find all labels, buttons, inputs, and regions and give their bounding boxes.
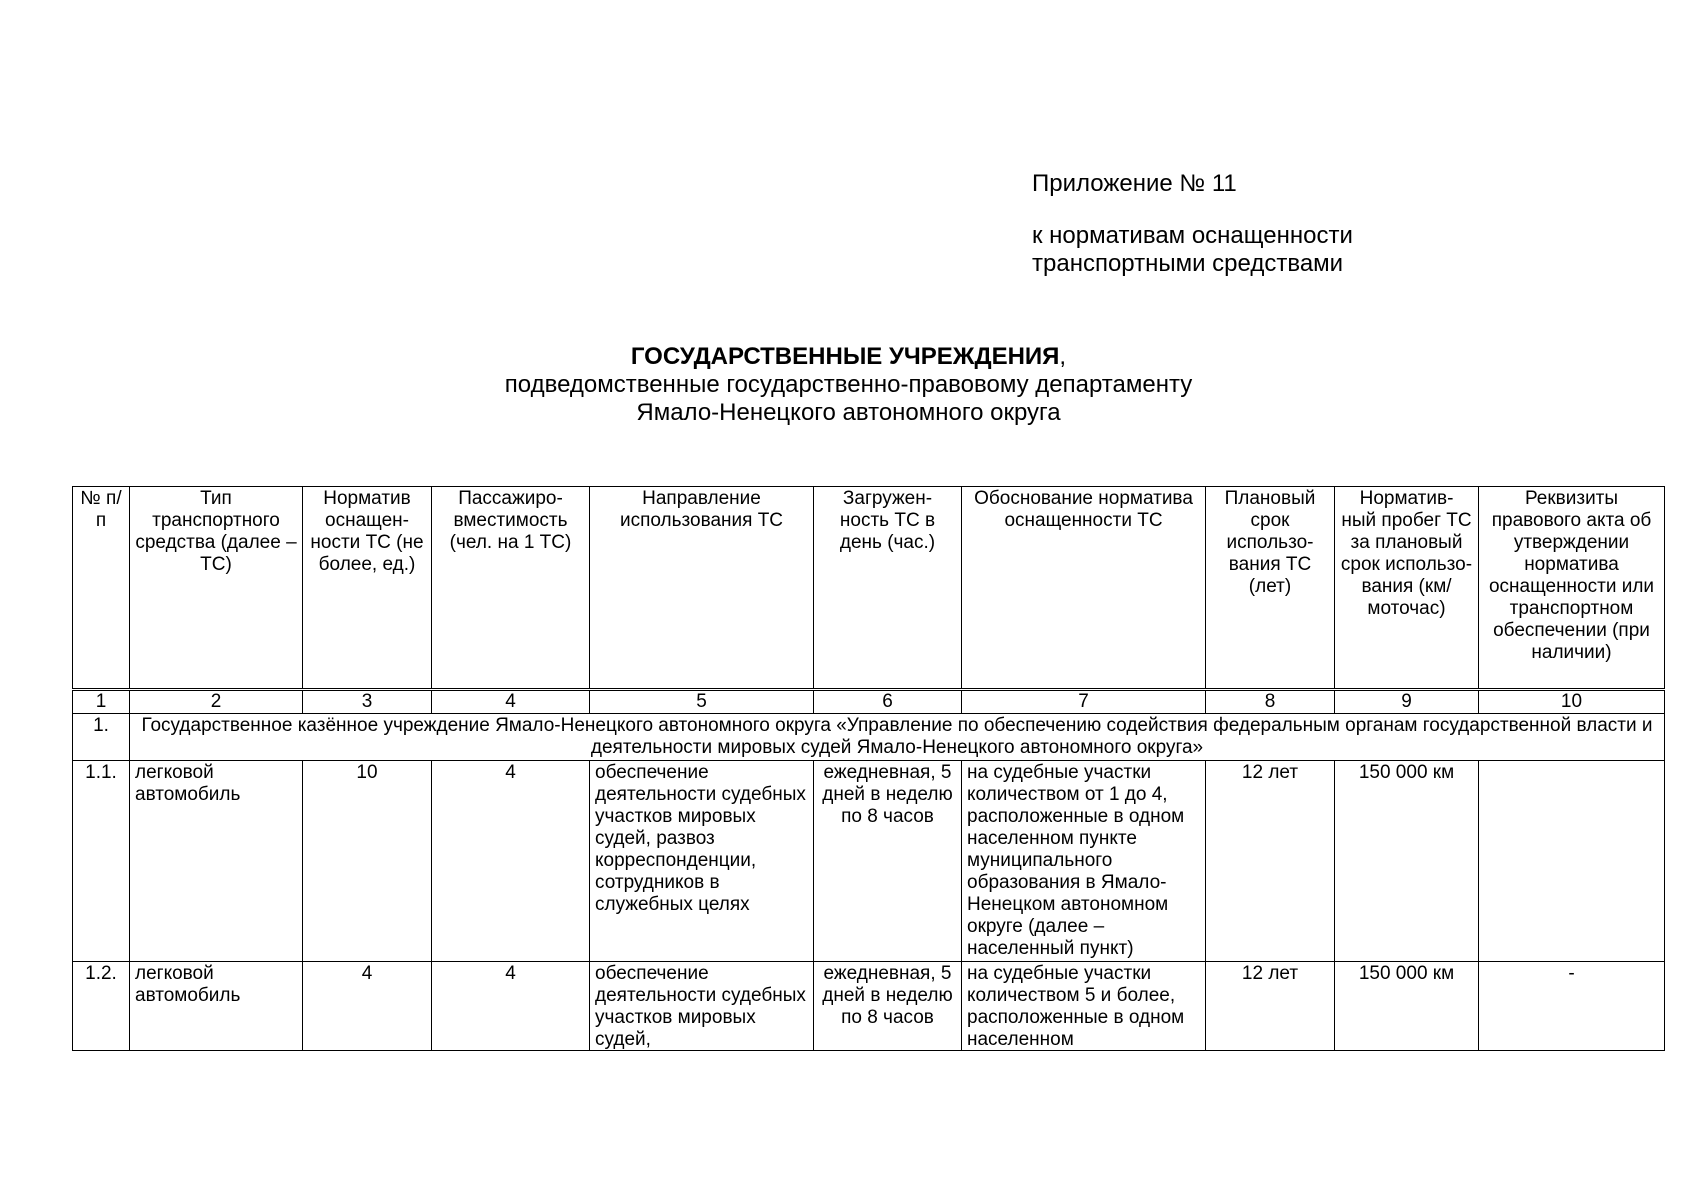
appendix-number: Приложение № 11 xyxy=(1032,170,1237,197)
header-cell-mileage: Норматив- ный пробег ТС за плановый срок использо- вания (км/моточас) xyxy=(1335,487,1479,690)
heading-title: ГОСУДАРСТВЕННЫЕ УЧРЕЖДЕНИЯ xyxy=(630,343,1060,370)
row-legal-act xyxy=(1479,962,1665,1051)
row-mileage: 150 000 км xyxy=(1335,761,1479,962)
row-equipment-norm: 10 xyxy=(303,761,432,962)
table-header-row xyxy=(73,487,1665,690)
column-number-cell: 9 xyxy=(1335,690,1479,714)
column-number-cell: 8 xyxy=(1206,690,1335,714)
row-justification-text: на судебные участки количеством 5 и более, расположенные в одном населенном xyxy=(967,963,1185,1049)
row-purpose: обеспечение деятельности судебных участков мировых судей, развоз корреспонденции, сотрудников в служебных целях xyxy=(590,761,814,962)
row-mileage xyxy=(1335,962,1479,1051)
document-heading xyxy=(0,343,1697,427)
row-vehicle-type-text: легковой автомобиль xyxy=(135,963,241,1006)
row-vehicle-type xyxy=(130,962,303,1051)
column-number-cell: 4 xyxy=(432,690,590,714)
column-number-cell: 3 xyxy=(303,690,432,714)
column-number-row xyxy=(73,690,1665,714)
row-number: 1.1. xyxy=(73,761,130,962)
row-passenger-capacity xyxy=(432,962,590,1051)
heading-title-comma: , xyxy=(1059,343,1067,370)
appendix-note xyxy=(1032,170,1353,278)
column-number-cell: 10 xyxy=(1479,690,1665,714)
heading-subtitle-line1: подведомственные государственно-правовому департаменту xyxy=(504,371,1193,398)
row-planned-term: 12 лет xyxy=(1206,761,1335,962)
norms-table xyxy=(72,486,1665,1051)
appendix-spacer xyxy=(1032,198,1353,222)
row-purpose xyxy=(590,962,814,1051)
section-title: Государственное казённое учреждение Ямало-Ненецкого автономного округа «Управление по обеспечению содействия федеральным органам государственной власти и деятельности мировых судей Ямало-Ненецкого автономного округа» xyxy=(130,714,1665,761)
section-row xyxy=(73,714,1665,761)
column-number-cell: 6 xyxy=(814,690,962,714)
section-number: 1. xyxy=(73,714,130,761)
row-number-text: 1.2. xyxy=(85,963,117,984)
header-cell-passenger-capacity: Пассажиро- вместимость (чел. на 1 ТС) xyxy=(432,487,590,690)
row-planned-term xyxy=(1206,962,1335,1051)
row-passenger-capacity: 4 xyxy=(432,761,590,962)
header-cell-planned-term: Плановый срок использо- вания ТС (лет) xyxy=(1206,487,1335,690)
row-justification xyxy=(962,962,1206,1051)
heading-title-line xyxy=(0,343,1697,371)
row-vehicle-type: легковой автомобиль xyxy=(130,761,303,962)
appendix-reference-line1: к нормативам оснащенности xyxy=(1032,222,1353,249)
row-justification: на судебные участки количеством от 1 до 4, расположенные в одном населенном пункте муниципального образования в Ямало-Ненецком автономном округе (далее – населенный пункт) xyxy=(962,761,1206,962)
row-daily-load: ежедневная, 5 дней в неделю по 8 часов xyxy=(814,761,962,962)
header-cell-purpose: Направление использования ТС xyxy=(590,487,814,690)
table-row xyxy=(73,962,1665,1051)
heading-subtitle-line2: Ямало-Ненецкого автономного округа xyxy=(636,399,1061,426)
row-mileage-text: 150 000 км xyxy=(1358,963,1455,984)
header-cell-legal-act: Реквизиты правового акта об утверждении норматива оснащенности или транспортном обеспечении (при наличии) xyxy=(1479,487,1665,690)
row-number xyxy=(73,962,130,1051)
row-legal-act xyxy=(1479,761,1665,962)
header-cell-justification: Обоснование норматива оснащенности ТС xyxy=(962,487,1206,690)
header-cell-vehicle-type: Тип транспортного средства (далее – ТС) xyxy=(130,487,303,690)
column-number-cell: 5 xyxy=(590,690,814,714)
row-equipment-norm xyxy=(303,962,432,1051)
row-passenger-capacity-text: 4 xyxy=(505,963,516,984)
header-cell-number: № п/п xyxy=(73,487,130,690)
column-number-cell: 1 xyxy=(73,690,130,714)
appendix-reference-line2: транспортными средствами xyxy=(1032,250,1344,277)
table-row xyxy=(73,761,1665,962)
row-daily-load-text: ежедневная, 5 дней в неделю по 8 часов xyxy=(822,963,953,1028)
row-legal-act-text: - xyxy=(1568,963,1575,984)
column-number-cell: 2 xyxy=(130,690,303,714)
row-purpose-text: обеспечение деятельности судебных участков мировых судей, xyxy=(595,963,806,1049)
row-equipment-norm-text: 4 xyxy=(361,963,373,984)
column-number-cell: 7 xyxy=(962,690,1206,714)
header-cell-daily-load: Загружен- ность ТС в день (час.) xyxy=(814,487,962,690)
row-planned-term-text: 12 лет xyxy=(1241,963,1299,984)
row-daily-load xyxy=(814,962,962,1051)
header-cell-equipment-norm: Норматив оснащен- ности ТС (не более, ед.) xyxy=(303,487,432,690)
